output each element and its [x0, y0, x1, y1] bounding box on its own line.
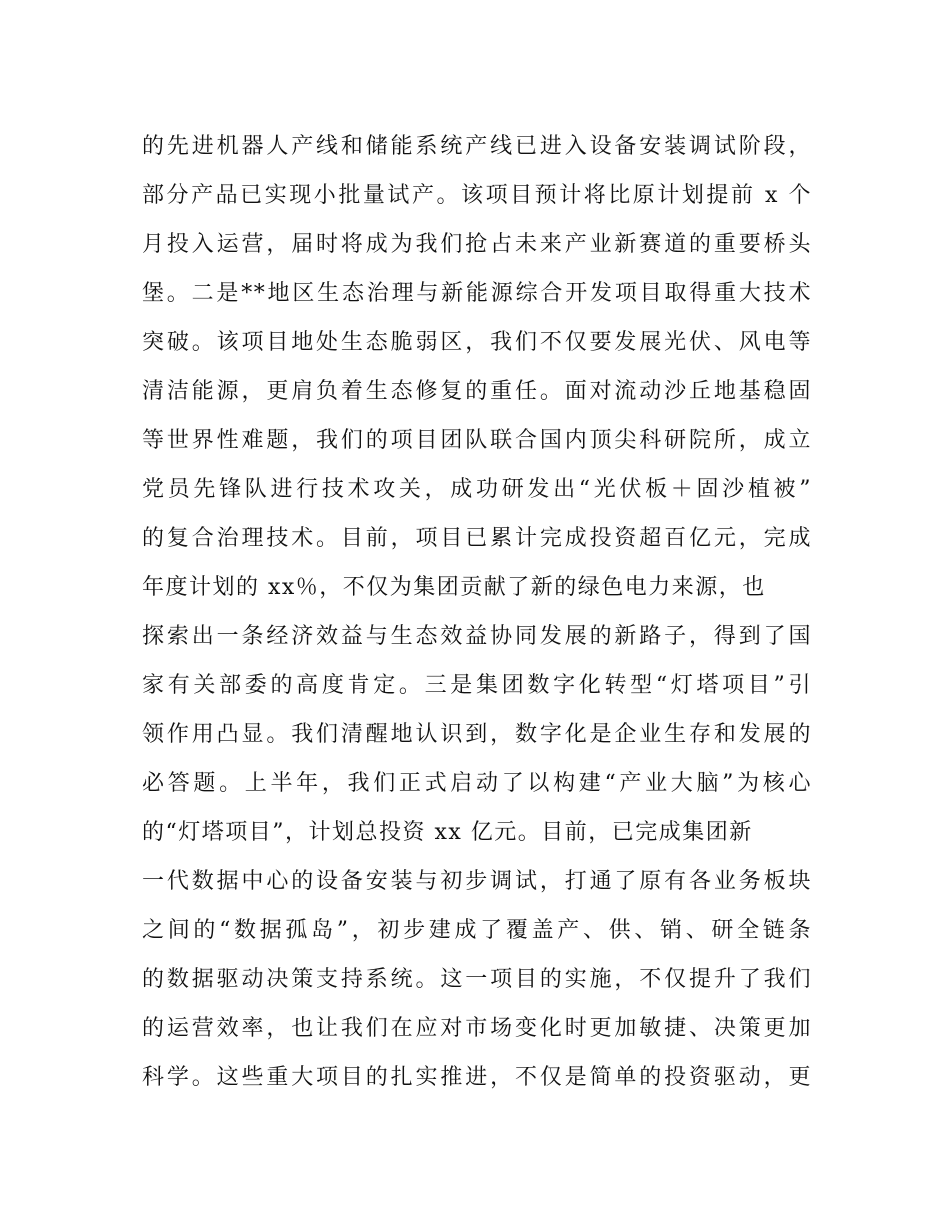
- text-line: 年度计划的 xx％，不仅为集团贡献了新的绿色电力来源，也: [142, 575, 766, 600]
- text-line: 科学。这些重大项目的扎实推进，不仅是简单的投资驱动，更: [142, 1065, 812, 1090]
- text-line: 清洁能源，更肩负着生态修复的重任。面对流动沙丘地基稳固: [142, 379, 812, 404]
- text-line: 的运营效率，也让我们在应对市场变化时更加敏捷、决策更加: [142, 1016, 812, 1041]
- text-line: 领作用凸显。我们清醒地认识到，数字化是企业生存和发展的: [142, 722, 812, 747]
- text-line: 之间的“数据孤岛”，初步建成了覆盖产、供、销、研全链条: [142, 918, 812, 943]
- text-line: 的数据驱动决策支持系统。这一项目的实施，不仅提升了我们: [142, 967, 812, 992]
- text-line: 家有关部委的高度肯定。三是集团数字化转型“灯塔项目”引: [142, 673, 812, 698]
- text-line: 必答题。上半年，我们正式启动了以构建“产业大脑”为核心: [142, 771, 812, 796]
- text-line: 突破。该项目地处生态脆弱区，我们不仅要发展光伏、风电等: [142, 330, 812, 355]
- text-line: 月投入运营，届时将成为我们抢占未来产业新赛道的重要桥头: [142, 232, 812, 257]
- text-line: 党员先锋队进行技术攻关，成功研发出“光伏板＋固沙植被”: [142, 477, 812, 502]
- text-line: 一代数据中心的设备安装与初步调试，打通了原有各业务板块: [142, 869, 812, 894]
- text-line: 探索出一条经济效益与生态效益协同发展的新路子，得到了国: [142, 624, 812, 649]
- text-line: 等世界性难题，我们的项目团队联合国内顶尖科研院所，成立: [142, 428, 812, 453]
- text-line: 堡。二是**地区生态治理与新能源综合开发项目取得重大技术: [142, 281, 812, 306]
- text-line: 的“灯塔项目”，计划总投资 xx 亿元。目前，已完成集团新: [142, 820, 753, 845]
- text-line: 的先进机器人产线和储能系统产线已进入设备安装调试阶段，: [142, 134, 812, 159]
- body-paragraph: [142, 122, 812, 1102]
- text-line: 的复合治理技术。目前，项目已累计完成投资超百亿元，完成: [142, 526, 812, 551]
- text-line: 部分产品已实现小批量试产。该项目预计将比原计划提前 x 个: [142, 183, 812, 208]
